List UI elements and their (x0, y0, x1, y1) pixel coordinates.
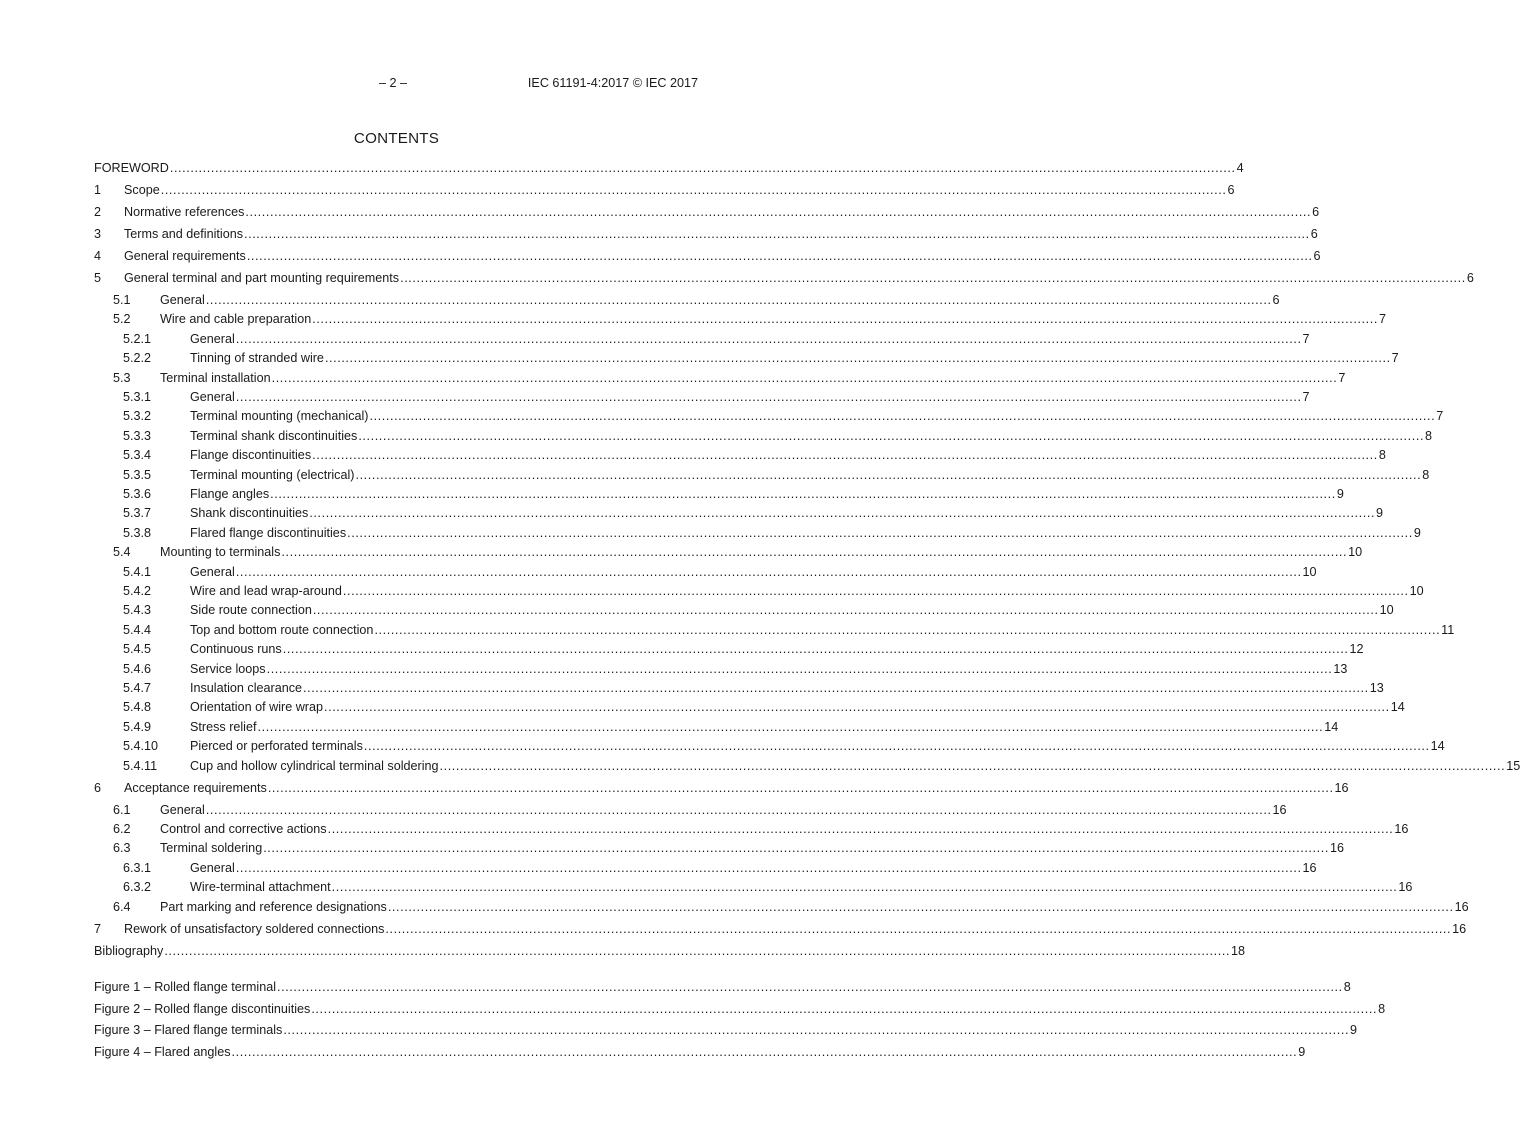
entry-title: Wire-terminal attachment (190, 880, 331, 895)
entry-title: Mounting to terminals (160, 545, 281, 560)
entry-title: Top and bottom route connection (190, 622, 374, 637)
entry-number: 5.2 (113, 312, 131, 327)
dot-leader: .................................................................................................................................................................................................................................................................... (369, 409, 1436, 424)
entry-page-number: 9 (1298, 1044, 1306, 1059)
entry-page-number: 10 (1348, 545, 1363, 560)
entry-title: Part marking and reference designations (160, 899, 387, 914)
entry-page-number: 8 (1425, 428, 1433, 443)
entry-title: Pierced or perforated terminals (190, 739, 363, 754)
toc-entry[interactable] (94, 248, 1321, 264)
dot-leader: .................................................................................................................................................................................................................................................................... (355, 467, 1422, 482)
entry-number: 5.4.1 (123, 564, 152, 579)
entry-title: Bibliography (94, 943, 164, 958)
entry-title: Insulation clearance (190, 681, 303, 695)
entry-title: Wire and cable preparation (160, 312, 312, 327)
figure-entry[interactable] (94, 1001, 1386, 1017)
entry-number: 5.4.4 (123, 622, 152, 637)
entry-number: 4 (94, 249, 102, 263)
dot-leader: .................................................................................................................................................................................................................................................................... (263, 841, 1329, 856)
toc-entry[interactable] (94, 802, 1287, 818)
entry-title: Terminal soldering (160, 841, 263, 856)
figure-entry[interactable] (94, 1022, 1358, 1038)
entry-page-number: 7 (1302, 390, 1310, 404)
entry-title: Figure 3 – Flared flange terminals (94, 1023, 283, 1038)
toc-entry[interactable] (94, 583, 1424, 599)
toc-entry[interactable] (94, 226, 1318, 242)
entry-page-number: 11 (1441, 622, 1455, 637)
entry-page-number: 16 (1334, 780, 1349, 795)
dot-leader: .................................................................................................................................................................................................................................................................... (303, 681, 1369, 695)
entry-page-number: 6 (1272, 293, 1280, 307)
toc-entry[interactable] (94, 389, 1310, 405)
dot-leader: .................................................................................................................................................................................................................................................................... (327, 822, 1394, 836)
entry-page-number: 15 (1506, 758, 1520, 773)
dot-leader: .................................................................................................................................................................................................................................................................... (169, 161, 1236, 175)
entry-page-number: 6 (1313, 249, 1321, 263)
entry-number: 6.3.1 (123, 860, 152, 875)
entry-number: 5.1 (113, 293, 131, 307)
entry-page-number: 16 (1394, 822, 1409, 836)
toc-entry[interactable] (94, 661, 1348, 677)
entry-title: Acceptance requirements (124, 780, 267, 795)
entry-title: Figure 4 – Flared angles (94, 1044, 231, 1059)
entry-page-number: 13 (1369, 681, 1384, 695)
entry-title: Tinning of stranded wire (190, 351, 324, 366)
toc-entry[interactable] (94, 780, 1349, 796)
dot-leader: .................................................................................................................................................................................................................................................................... (270, 487, 1336, 501)
entry-number: 5.3.2 (123, 409, 152, 424)
toc-entry[interactable] (94, 564, 1317, 580)
entry-title: General (190, 860, 235, 875)
entry-number: 5.3.3 (123, 428, 152, 443)
entry-title: Wire and lead wrap-around (190, 584, 342, 598)
entry-page-number: 4 (1236, 161, 1244, 175)
entry-number: 7 (94, 921, 102, 936)
toc-entry[interactable] (94, 204, 1320, 220)
toc-entry[interactable] (94, 879, 1413, 895)
toc-entry[interactable] (94, 350, 1399, 366)
entry-page-number: 10 (1409, 584, 1424, 598)
entry-number: 5.4.8 (123, 700, 152, 715)
entry-number: 3 (94, 227, 102, 241)
entry-page-number: 8 (1343, 980, 1351, 994)
entry-title: Stress relief (190, 719, 257, 734)
entry-page-number: 7 (1391, 351, 1399, 366)
entry-page-number: 7 (1338, 370, 1346, 385)
entry-title: Terminal installation (160, 370, 271, 385)
contents-title: CONTENTS (353, 130, 440, 147)
entry-page-number: 14 (1324, 719, 1339, 734)
dot-leader: .................................................................................................................................................................................................................................................................... (385, 921, 1452, 936)
entry-title: Figure 1 – Rolled flange terminal (94, 980, 277, 994)
entry-number: 6.3.2 (123, 880, 152, 895)
entry-page-number: 7 (1378, 312, 1386, 327)
entry-number: 5.2.1 (123, 331, 152, 346)
entry-page-number: 6 (1466, 271, 1474, 285)
dot-leader: .................................................................................................................................................................................................................................................................... (235, 390, 1302, 404)
dot-leader: .................................................................................................................................................................................................................................................................... (266, 661, 1333, 676)
dot-leader: .................................................................................................................................................................................................................................................................... (160, 183, 1227, 197)
entry-title: Figure 2 – Rolled flange discontinuities (94, 1001, 311, 1016)
entry-title: Normative references (124, 205, 245, 219)
entry-title: Flared flange discontinuities (190, 525, 347, 540)
toc-entry[interactable] (94, 860, 1317, 876)
entry-title: Terminal mounting (mechanical) (190, 409, 369, 424)
toc-entry[interactable] (94, 447, 1386, 463)
figure-entry[interactable] (94, 979, 1351, 995)
entry-page-number: 9 (1350, 1023, 1358, 1038)
entry-title: Flange discontinuities (190, 448, 312, 463)
toc-entry[interactable] (94, 641, 1364, 657)
entry-page-number: 7 (1302, 331, 1310, 346)
entry-page-number: 16 (1272, 802, 1287, 817)
entry-title: Cup and hollow cylindrical terminal soldering (190, 758, 439, 773)
dot-leader: .................................................................................................................................................................................................................................................................... (439, 758, 1506, 773)
entry-number: 5.4.6 (123, 661, 152, 676)
entry-title: General (190, 390, 235, 404)
dot-leader: .................................................................................................................................................................................................................................................................... (311, 1001, 1378, 1016)
entry-title: FOREWORD (94, 161, 169, 175)
entry-page-number: 14 (1390, 700, 1405, 715)
toc-entry[interactable] (94, 525, 1421, 541)
entry-number: 5.4.9 (123, 719, 152, 734)
entry-number: 5.3.1 (123, 390, 152, 404)
entry-number: 6.2 (113, 822, 131, 836)
entry-page-number: 6 (1227, 183, 1235, 197)
entry-title: General (160, 293, 205, 307)
entry-page-number: 6 (1310, 227, 1318, 241)
entry-page-number: 16 (1454, 899, 1469, 914)
entry-title: Terms and definitions (124, 227, 244, 241)
dot-leader: .................................................................................................................................................................................................................................................................... (324, 351, 1391, 366)
dot-leader: .................................................................................................................................................................................................................................................................... (205, 802, 1272, 817)
toc-entry[interactable] (94, 160, 1244, 176)
entry-page-number: 16 (1329, 841, 1344, 856)
toc-entry[interactable] (94, 486, 1344, 502)
dot-leader: .................................................................................................................................................................................................................................................................... (257, 719, 1324, 734)
toc-entry[interactable] (94, 680, 1384, 696)
entry-page-number: 10 (1302, 564, 1317, 579)
dot-leader: .................................................................................................................................................................................................................................................................... (244, 227, 1310, 241)
toc-entry[interactable] (94, 821, 1409, 837)
dot-leader: .................................................................................................................................................................................................................................................................... (363, 739, 1430, 754)
entry-number: 6.1 (113, 802, 131, 817)
dot-leader: .................................................................................................................................................................................................................................................................... (235, 860, 1302, 875)
entry-number: 1 (94, 183, 102, 197)
entry-title: General (190, 331, 235, 346)
dot-leader: .................................................................................................................................................................................................................................................................... (231, 1044, 1298, 1059)
dot-leader: .................................................................................................................................................................................................................................................................... (283, 1023, 1350, 1038)
toc-entry[interactable] (94, 622, 1455, 638)
toc-entry[interactable] (94, 182, 1235, 198)
entry-title: General requirements (124, 249, 246, 263)
entry-page-number: 14 (1430, 739, 1445, 754)
entry-title: General terminal and part mounting requirements (124, 271, 400, 285)
dot-leader: .................................................................................................................................................................................................................................................................... (358, 428, 1425, 443)
dot-leader: .................................................................................................................................................................................................................................................................... (235, 331, 1302, 346)
entry-title: Flange angles (190, 487, 270, 501)
entry-title: Service loops (190, 661, 266, 676)
dot-leader: .................................................................................................................................................................................................................................................................... (235, 564, 1302, 579)
entry-page-number: 9 (1376, 506, 1384, 521)
dot-leader: .................................................................................................................................................................................................................................................................... (282, 642, 1349, 657)
entry-number: 5.3.4 (123, 448, 152, 463)
dot-leader: .................................................................................................................................................................................................................................................................... (374, 622, 1441, 637)
header-page-number: – 2 – (379, 76, 408, 90)
entry-page-number: 16 (1398, 880, 1413, 895)
dot-leader: .................................................................................................................................................................................................................................................................... (164, 943, 1231, 958)
entry-number: 6 (94, 780, 102, 795)
toc-entry[interactable] (94, 719, 1339, 735)
entry-number: 5.3.5 (123, 467, 152, 482)
dot-leader: .................................................................................................................................................................................................................................................................... (277, 980, 1343, 994)
entry-page-number: 8 (1422, 467, 1430, 482)
entry-number: 5.2.2 (123, 351, 152, 366)
toc-entry[interactable] (94, 758, 1520, 774)
dot-leader: .................................................................................................................................................................................................................................................................... (324, 700, 1390, 715)
toc-entry[interactable] (94, 602, 1394, 618)
dot-leader: .................................................................................................................................................................................................................................................................... (312, 312, 1378, 327)
entry-number: 5.3.7 (123, 506, 152, 521)
entry-title: Control and corrective actions (160, 822, 327, 836)
dot-leader: .................................................................................................................................................................................................................................................................... (246, 249, 1313, 263)
entry-title: General (190, 564, 235, 579)
entry-title: Terminal mounting (electrical) (190, 467, 355, 482)
toc-entry[interactable] (94, 408, 1444, 424)
dot-leader: .................................................................................................................................................................................................................................................................... (347, 525, 1413, 540)
dot-leader: .................................................................................................................................................................................................................................................................... (271, 370, 1338, 385)
entry-title: Scope (124, 183, 160, 197)
entry-number: 5.4.10 (123, 739, 159, 754)
toc-entry[interactable] (94, 467, 1430, 483)
header-standard-id: IEC 61191-4:2017 © IEC 2017 (527, 76, 698, 90)
dot-leader: .................................................................................................................................................................................................................................................................... (312, 603, 1379, 618)
entry-number: 5.4.7 (123, 681, 152, 695)
toc-entry[interactable] (94, 943, 1246, 959)
entry-title: Orientation of wire wrap (190, 700, 323, 715)
entry-page-number: 9 (1336, 487, 1344, 501)
entry-number: 5.4.3 (123, 603, 152, 618)
dot-leader: .................................................................................................................................................................................................................................................................... (267, 780, 1334, 795)
entry-number: 5.3.8 (123, 525, 152, 540)
toc-entry[interactable] (94, 292, 1280, 308)
toc-entry[interactable] (94, 270, 1474, 286)
entry-page-number: 8 (1378, 448, 1386, 463)
figure-entry[interactable] (94, 1044, 1306, 1060)
entry-number: 2 (94, 205, 102, 219)
dot-leader: .................................................................................................................................................................................................................................................................... (205, 293, 1272, 307)
dot-leader: .................................................................................................................................................................................................................................................................... (245, 205, 1312, 219)
dot-leader: .................................................................................................................................................................................................................................................................... (312, 448, 1378, 463)
dot-leader: .................................................................................................................................................................................................................................................................... (342, 584, 1409, 598)
toc-entry[interactable] (94, 331, 1310, 347)
toc-entry[interactable] (94, 544, 1363, 560)
entry-title: Continuous runs (190, 642, 282, 657)
entry-number: 6.3 (113, 841, 131, 856)
toc-entry[interactable] (94, 921, 1467, 937)
toc-entry[interactable] (94, 428, 1433, 444)
dot-leader: .................................................................................................................................................................................................................................................................... (281, 545, 1348, 560)
entry-title: Rework of unsatisfactory soldered connections (124, 921, 385, 936)
entry-title: General (160, 802, 205, 817)
entry-page-number: 12 (1349, 642, 1364, 657)
entry-page-number: 13 (1333, 661, 1348, 676)
entry-page-number: 9 (1413, 525, 1421, 540)
entry-number: 5.4.11 (123, 758, 158, 773)
entry-page-number: 16 (1452, 921, 1467, 936)
dot-leader: .................................................................................................................................................................................................................................................................... (387, 899, 1454, 914)
toc-entry[interactable] (94, 899, 1469, 915)
dot-leader: .................................................................................................................................................................................................................................................................... (400, 271, 1466, 285)
entry-number: 5.3 (113, 370, 131, 385)
entry-number: 5.4.5 (123, 642, 152, 657)
entry-page-number: 10 (1379, 603, 1394, 618)
toc-entry[interactable] (94, 370, 1346, 386)
toc-entry[interactable] (94, 840, 1344, 856)
dot-leader: .................................................................................................................................................................................................................................................................... (309, 506, 1376, 521)
entry-page-number: 6 (1312, 205, 1320, 219)
toc-entry[interactable] (94, 505, 1384, 521)
entry-page-number: 18 (1231, 943, 1246, 958)
entry-number: 5.4.2 (123, 584, 152, 598)
entry-title: Shank discontinuities (190, 506, 309, 521)
entry-number: 5.4 (113, 545, 131, 560)
entry-number: 5 (94, 271, 102, 285)
entry-title: Terminal shank discontinuities (190, 428, 358, 443)
entry-page-number: 7 (1436, 409, 1444, 424)
entry-number: 6.4 (113, 899, 131, 914)
entry-page-number: 8 (1378, 1001, 1386, 1016)
toc-entry[interactable] (94, 311, 1386, 327)
entry-number: 5.3.6 (123, 487, 152, 501)
dot-leader: .................................................................................................................................................................................................................................................................... (331, 880, 1398, 895)
entry-page-number: 16 (1302, 860, 1317, 875)
toc-entry[interactable] (94, 738, 1445, 754)
entry-title: Side route connection (190, 603, 312, 618)
toc-entry[interactable] (94, 699, 1405, 715)
